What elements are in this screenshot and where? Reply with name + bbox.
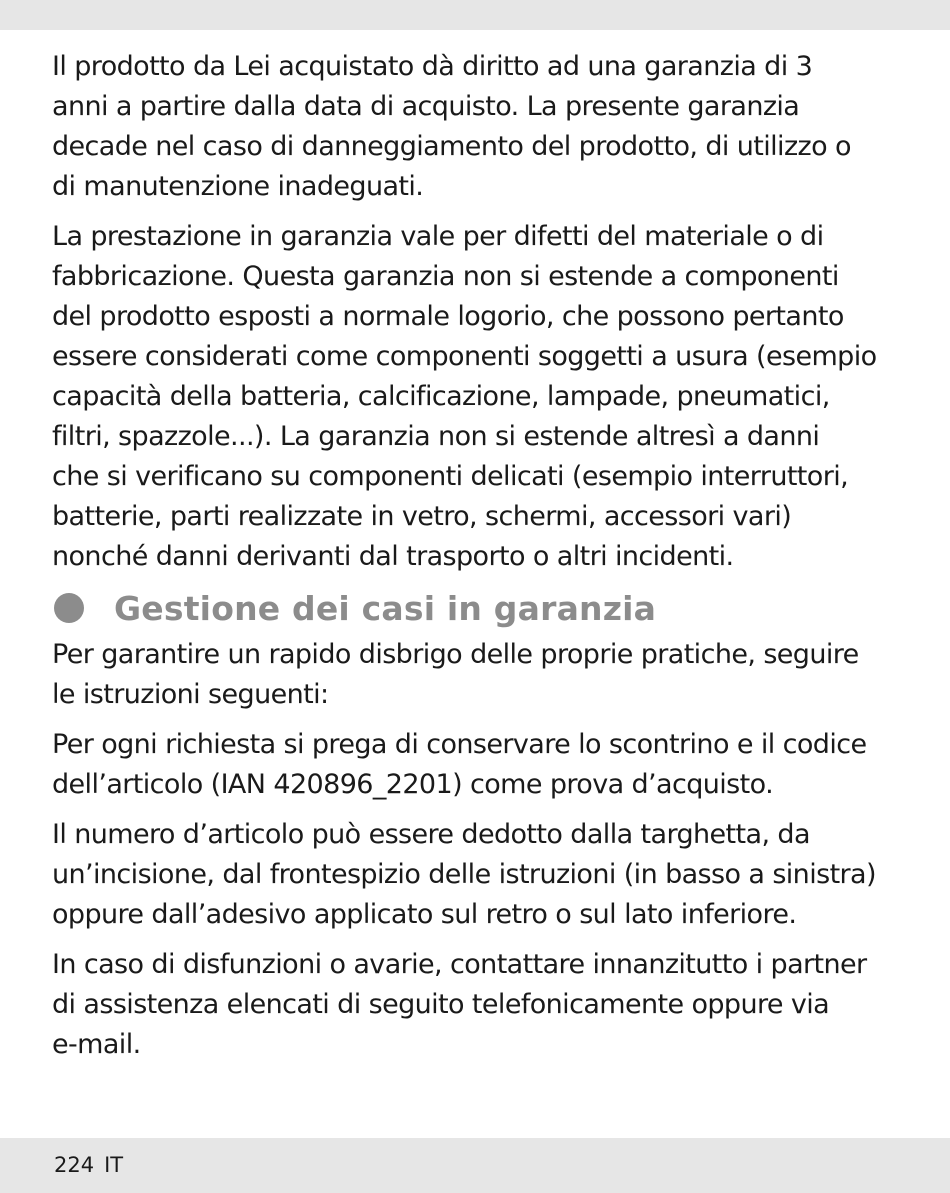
text-line: nonché danni derivanti dal trasporto o altri incidenti.	[52, 541, 734, 572]
paragraph-warranty-scope	[52, 217, 902, 577]
text-line: capacità della batteria, calcificazione, lampade, pneumatici,	[52, 381, 830, 412]
text-line: Il prodotto da Lei acquistato dà diritto ad una garanzia di 3	[52, 51, 813, 82]
text-line: Per garantire un rapido disbrigo delle proprie pratiche, seguire	[52, 639, 859, 670]
text-line: che si verificano su componenti delicati (esempio interruttori,	[52, 461, 849, 492]
text-line: le istruzioni seguenti:	[52, 679, 329, 710]
text-line: La prestazione in garanzia vale per difetti del materiale o di	[52, 221, 824, 252]
paragraph-instructions-intro	[52, 635, 902, 715]
paragraph-article-number	[52, 815, 902, 935]
text-line: filtri, spazzole...). La garanzia non si estende altresì a danni	[52, 421, 820, 452]
page-number: 224	[54, 1153, 95, 1177]
page-footer	[0, 1138, 950, 1193]
top-band	[0, 0, 950, 30]
text-line: oppure dall’adesivo applicato sul retro o sul lato inferiore.	[52, 899, 797, 930]
paragraph-receipt	[52, 725, 902, 805]
section-heading	[52, 587, 902, 635]
text-line: di assistenza elencati di seguito telefonicamente oppure via	[52, 989, 830, 1020]
text-line: Per ogni richiesta si prega di conservare lo scontrino e il codice	[52, 729, 867, 760]
language-code: IT	[104, 1153, 124, 1177]
text-line: batterie, parti realizzate in vetro, schermi, accessori vari)	[52, 501, 792, 532]
text-line: di manutenzione inadeguati.	[52, 171, 424, 202]
text-line: anni a partire dalla data di acquisto. La presente garanzia	[52, 91, 800, 122]
text-line: decade nel caso di danneggiamento del prodotto, di utilizzo o	[52, 131, 851, 162]
text-line: e-mail.	[52, 1029, 141, 1060]
text-line: un’incisione, dal frontespizio delle istruzioni (in basso a sinistra)	[52, 859, 876, 890]
page-content	[52, 47, 902, 1075]
text-line: In caso di disfunzioni o avarie, contattare innanzitutto i partner	[52, 949, 867, 980]
text-line: dell’articolo (IAN 420896_2201) come prova d’acquisto.	[52, 769, 774, 800]
paragraph-warranty-duration	[52, 47, 902, 207]
footer-text	[54, 1151, 123, 1179]
text-line: essere considerati come componenti soggetti a usura (esempio	[52, 341, 877, 372]
bullet-icon	[54, 593, 84, 623]
paragraph-contact-service	[52, 945, 902, 1065]
text-line: fabbricazione. Questa garanzia non si estende a componenti	[52, 261, 839, 292]
text-line: del prodotto esposti a normale logorio, che possono pertanto	[52, 301, 844, 332]
text-line: Il numero d’articolo può essere dedotto dalla targhetta, da	[52, 819, 810, 850]
section-heading-text: Gestione dei casi in garanzia	[114, 589, 657, 628]
